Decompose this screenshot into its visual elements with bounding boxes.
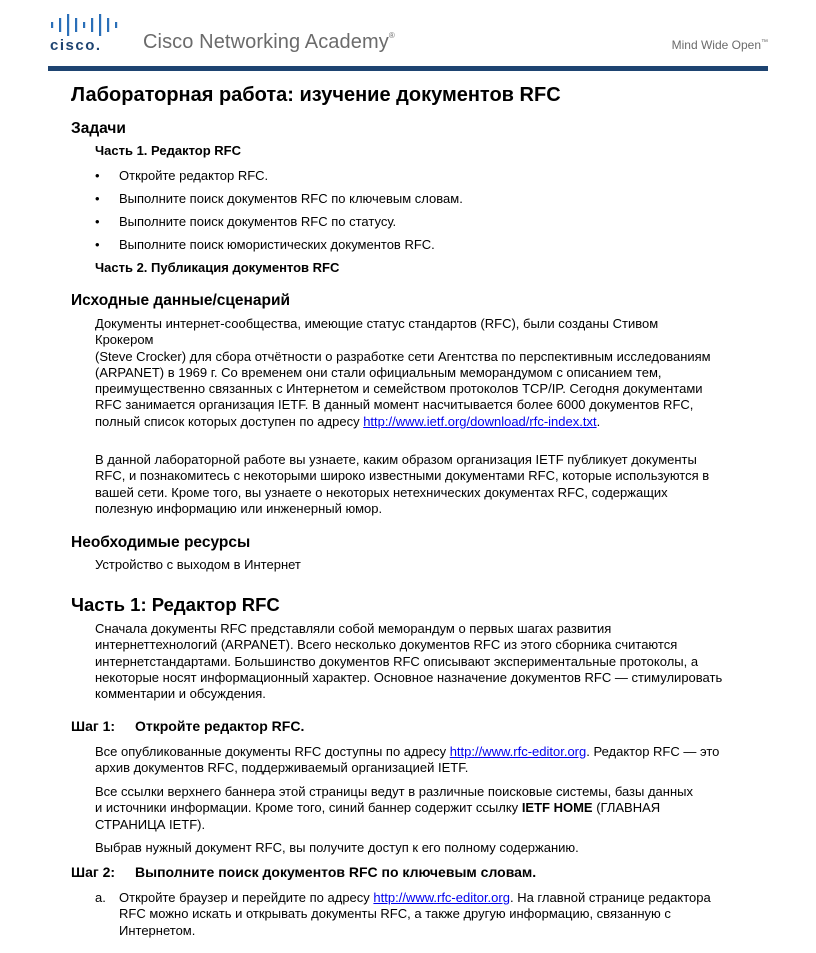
scenario-heading: Исходные данные/сценарий bbox=[71, 292, 291, 309]
cisco-wordmark: cisco. bbox=[50, 37, 102, 52]
tagline: Mind Wide Open™ bbox=[671, 38, 768, 52]
part1-objective: Часть 1. Редактор RFC bbox=[95, 143, 241, 158]
step2-item-a: a. Откройте браузер и перейдите по адресу http://www.rfc-editor.org. На главной странице редактора RFC можно искать и открывать документы RFC, а также другую информацию, связанную с Интернетом. bbox=[95, 890, 711, 938]
document-title: Лабораторная работа: изучение документов RFC bbox=[71, 84, 561, 106]
cisco-logo bbox=[48, 12, 126, 52]
step1-paragraph-2: Все ссылки верхнего баннера этой страницы ведут в различные поисковые системы, базы данных и источники информации. Кроме того, синий баннер содержит ссылку IETF HOME (ГЛАВНАЯ СТРАНИЦА IETF). bbox=[95, 784, 693, 832]
rfc-editor-link-2[interactable]: http://www.rfc-editor.org bbox=[373, 890, 510, 905]
step1-paragraph-3: Выбрав нужный документ RFC, вы получите доступ к его полному содержанию. bbox=[95, 840, 579, 855]
step1-heading: Шаг 1: Откройте редактор RFC. bbox=[71, 718, 305, 734]
scenario-paragraph-1: Документы интернет-сообщества, имеющие статус стандартов (RFC), были созданы Стивом Крокером (Steve Crocker) для сбора отчётности о разработке сети Агентства по перспективным исследованиям (ARPANET) в 1969 г. Со временем они стали официальным меморандумом с описанием тем, преимущественно связанных с Интернетом и семейством протоколов TCP/IP. Сегодня документами RFC занимается организация IETF. В данный момент насчитывается более 6000 документов RFC, полный список которых доступен по адресу http://www.ietf.org/download/rfc-index.txt. bbox=[95, 316, 711, 429]
step1-paragraph-1: Все опубликованные документы RFC доступны по адресу http://www.rfc-editor.org. Редактор RFC — это архив документов RFC, поддерживаемый организацией IETF. bbox=[95, 744, 720, 776]
tasks-heading: Задачи bbox=[71, 120, 126, 137]
list-item: • Откройте редактор RFC. bbox=[95, 168, 269, 183]
scenario-paragraph-2: В данной лабораторной работе вы узнаете, каким образом организация IETF публикует документы RFC, и познакомитесь с некоторыми широко известными документами RFC, которые используются в вашей сети. Кроме того, вы узнаете о некоторых нетехнических документах RFC, содержащих полезную информацию или инженерный юмор. bbox=[95, 452, 710, 516]
list-item: • Выполните поиск документов RFC по статусу. bbox=[95, 214, 397, 229]
page-header bbox=[0, 0, 816, 72]
part1-intro: Сначала документы RFC представляли собой меморандум о первых шагах развития интернеттехнологий (ARPANET). Всего несколько документов RFC из этого сборника считаются интернетстандартами. Большинство документов RFC описывают экспериментальные протоколы, а некоторые носят информационный характер. Основное назначение документов RFC — стимулировать комментарии и обсуждения. bbox=[95, 621, 723, 702]
resources-text: Устройство с выходом в Интернет bbox=[95, 557, 301, 572]
step2-heading: Шаг 2: Выполните поиск документов RFC по ключевым словам. bbox=[71, 864, 537, 880]
part1-heading: Часть 1: Редактор RFC bbox=[71, 594, 280, 615]
list-item: • Выполните поиск юмористических документов RFC. bbox=[95, 237, 435, 252]
list-item: • Выполните поиск документов RFC по ключевым словам. bbox=[95, 191, 463, 206]
header-divider bbox=[48, 66, 768, 71]
part2-objective: Часть 2. Публикация документов RFC bbox=[95, 260, 340, 275]
rfc-editor-link[interactable]: http://www.rfc-editor.org bbox=[449, 744, 587, 759]
rfc-index-link[interactable]: http://www.ietf.org/download/rfc-index.txt bbox=[363, 413, 597, 429]
academy-title: Cisco Networking Academy® bbox=[143, 31, 395, 53]
resources-heading: Необходимые ресурсы bbox=[71, 534, 251, 551]
